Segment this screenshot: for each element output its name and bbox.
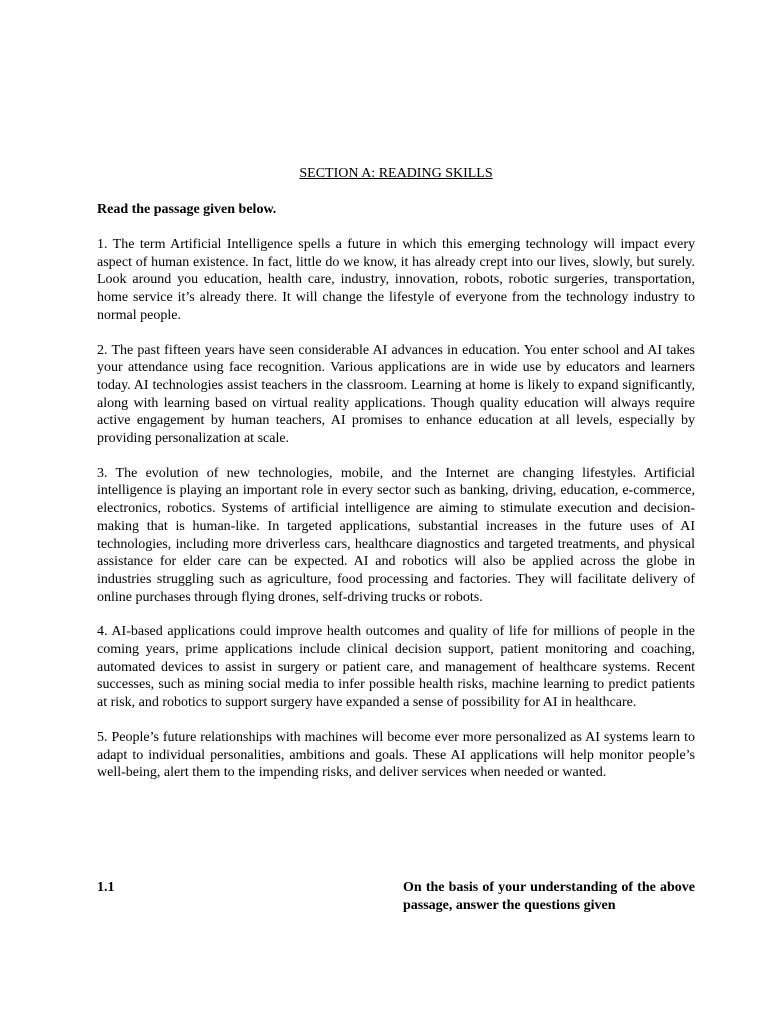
question-number: 1.1: [97, 880, 115, 895]
document-page: [97, 165, 695, 782]
passage-paragraph-5: 5. People’s future relationships with machines will become ever more personalized as AI systems learn to adapt to individual personalities, ambitions and goals. These AI applications will help monitor people’s well-being, alert them to the impending risks, and deliver services when needed or wanted.: [97, 729, 695, 781]
question-text: On the basis of your understanding of the above passage, answer the questions given: [403, 880, 695, 913]
passage-paragraph-2: 2. The past fifteen years have seen considerable AI advances in education. You enter school and AI takes your attendance using face recognition. Various applications are in wide use by educators and learners today. AI technologies assist teachers in the classroom. Learning at home is likely to expand significantly, along with learning based on virtual reality applications. Though quality education will always require active engagement by human teachers, AI promises to enhance education at all levels, especially by providing personalization at scale.: [97, 342, 695, 447]
passage-paragraph-4: 4. AI-based applications could improve health outcomes and quality of life for millions of people in the coming years, prime applications include clinical decision support, patient monitoring and coaching, automated devices to assist in surgery or patient care, and management of healthcare systems. Recent successes, such as mining social media to infer possible health risks, machine learning to predict patients at risk, and robotics to support surgery have expanded a sense of possibility for AI in healthcare.: [97, 624, 695, 711]
instruction-text: Read the passage given below.: [97, 202, 277, 217]
section-title: SECTION A: READING SKILLS: [299, 166, 493, 181]
passage-paragraph-3: 3. The evolution of new technologies, mobile, and the Internet are changing lifestyles. Artificial intelligence is playing an important role in every sector such as banking, driving, education, e-commerce, electronics, robotics. Systems of artificial intelligence are aiming to stimulate execution and decision-making that is human-like. In targeted applications, substantial increases in the future uses of AI technologies, including more driverless cars, healthcare diagnostics and targeted treatments, and physical assistance for elder care can be expected. AI and robotics will also be applied across the globe in industries struggling such as agriculture, food processing and factories. They will facilitate delivery of online purchases through flying drones, self-driving trucks or robots.: [97, 465, 695, 605]
passage-paragraph-1: 1. The term Artificial Intelligence spells a future in which this emerging technology will impact every aspect of human existence. In fact, little do we know, it has already crept into our lives, slowly, but surely. Look around you education, health care, industry, innovation, robots, robotic surgeries, transportation, home service it’s already there. It will change the lifestyle of everyone from the technology industry to normal people.: [97, 237, 695, 323]
